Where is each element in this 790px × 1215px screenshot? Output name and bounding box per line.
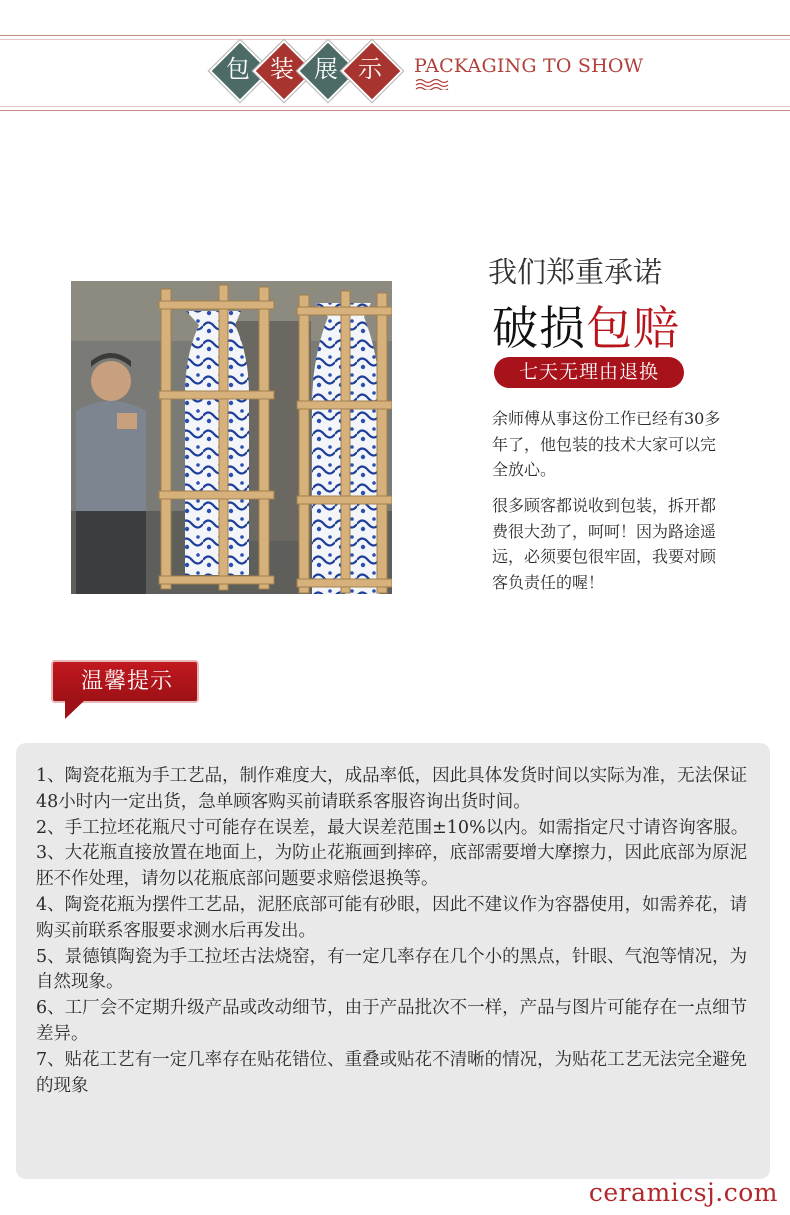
header-bottom-line <box>0 106 790 107</box>
notice-item: 6、工厂会不定期升级产品或改动细节，由于产品批次不一样，产品与图片可能存在一点细节差异。 <box>36 998 748 1044</box>
slogan-black: 破损 <box>492 301 586 355</box>
notice-item: 4、陶瓷花瓶为摆件工艺品，泥胚底部可能有砂眼，因此不建议作为容器使用，如需养花，请购买前联系客服要求测水后再发出。 <box>36 894 748 941</box>
promise-slogan <box>492 292 680 358</box>
notice-item: 2、手工拉坯花瓶尺寸可能存在误差，最大误差范围±10%以内。如需指定尺寸请咨询客服。 <box>36 817 749 838</box>
diamond-char: 展 <box>314 55 338 83</box>
header-diamond-4 <box>344 43 396 95</box>
promise-heading: 我们郑重承诺 <box>488 255 663 289</box>
tips-title-tag <box>51 660 199 703</box>
header-subtitle: PACKAGING TO SHOW <box>414 55 644 77</box>
header-top-line <box>0 35 790 36</box>
notice-box <box>16 743 770 1179</box>
wave-ornament-icon <box>415 78 449 90</box>
header-bottom-line-outer <box>0 110 790 111</box>
notice-item: 1、陶瓷花瓶为手工艺品，制作难度大，成品率低，因此具体发货时间以实际为准，无法保证48小时内一定出货，急单顾客购买前请联系客服咨询出货时间。 <box>36 766 748 812</box>
slogan-red: 包赔 <box>586 301 680 355</box>
notice-item: 7、贴花工艺有一定几率存在贴花错位、重叠或贴花不清晰的情况，为贴花工艺无法完全避免的现象 <box>36 1049 748 1096</box>
diamond-char: 装 <box>270 55 294 83</box>
site-watermark: ceramicsj.com <box>588 1178 778 1207</box>
return-policy-badge: 七天无理由退换 <box>494 357 684 388</box>
header-top-line-inner <box>0 39 790 40</box>
notice-list <box>36 764 750 1099</box>
diamond-char: 包 <box>226 55 250 83</box>
diamond-char: 示 <box>358 55 382 83</box>
speech-tail-icon <box>63 700 87 720</box>
promise-paragraph-1: 余师傅从事这份工作已经有30多年了，他包装的技术大家可以完全放心。 <box>492 409 721 479</box>
tips-title: 温馨提示 <box>80 669 173 694</box>
packaging-photo <box>71 281 392 594</box>
notice-item: 3、大花瓶直接放置在地面上，为防止花瓶画到摔碎，底部需要增大摩擦力，因此底部为原泥胚不作处理，请勿以花瓶底部问题要求赔偿退换等。 <box>36 843 748 890</box>
promise-paragraph-2: 很多顾客都说收到包装，拆开都费很大劲了，呵呵！因为路途遥远，必须要包很牢固，我要对顾客负责任的喔！ <box>492 496 717 592</box>
notice-item: 5、景德镇陶瓷为手工拉坯古法烧窑，有一定几率存在几个小的黑点，针眼、气泡等情况，为自然现象。 <box>36 946 748 993</box>
